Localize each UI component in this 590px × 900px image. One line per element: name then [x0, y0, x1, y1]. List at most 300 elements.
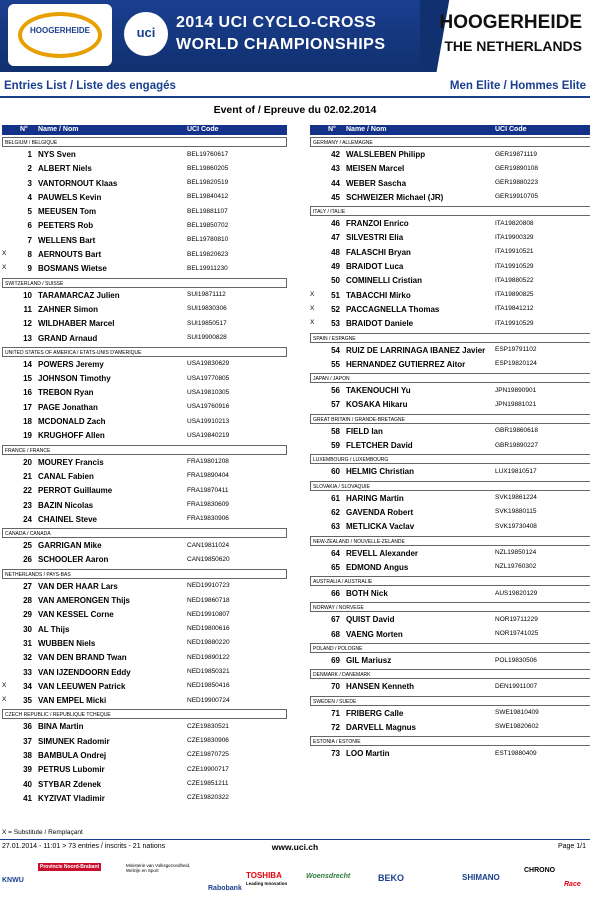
rider-row	[2, 483, 287, 497]
rider-number: 5	[27, 207, 32, 217]
rider-number: 6	[27, 221, 32, 231]
rider-row	[2, 665, 287, 679]
rider-name: RUIZ DE LARRINAGA IBANEZ Javier	[346, 345, 486, 355]
sponsor-woensdrecht: Woensdrecht	[306, 873, 351, 880]
rider-number: 73	[331, 749, 340, 759]
rider-row	[310, 316, 590, 330]
rider-uci-code: BEL19820519	[187, 179, 229, 187]
rider-name: KOSAKA Hikaru	[346, 400, 408, 410]
rider-row	[310, 546, 590, 560]
rider-row	[310, 627, 590, 641]
rider-row	[2, 622, 287, 636]
rider-uci-code: BEL19840412	[187, 193, 229, 201]
rider-uci-code: SVK19880115	[495, 508, 537, 516]
rider-number: 50	[331, 276, 340, 286]
substitute-marker: X	[310, 304, 315, 312]
sponsor-toshiba-tagline: Leading Innovation	[246, 881, 288, 886]
rider-row	[2, 190, 287, 204]
rider-name: METLICKA Vaclav	[346, 522, 415, 532]
rider-uci-code: GER19910705	[495, 193, 539, 201]
rider-uci-code: SUI19850517	[187, 319, 227, 327]
rider-name: TARAMARCAZ Julien	[38, 290, 120, 300]
rider-name: PETRUS Lubomir	[38, 765, 105, 775]
country-header: SLOVAKIA / SLOVAQUIE	[310, 481, 590, 491]
rider-name: WELLENS Bart	[38, 235, 96, 245]
rider-row	[2, 748, 287, 762]
rider-uci-code: JPN19881021	[495, 400, 537, 408]
rider-number: 54	[331, 345, 340, 355]
rider-number: 31	[23, 638, 32, 648]
rider-row	[310, 505, 590, 519]
rider-row	[310, 612, 590, 626]
banner-title-line1: 2014 UCI CYCLO-CROSS	[176, 14, 377, 31]
rider-name: BOTH Nick	[346, 589, 388, 599]
rider-uci-code: USA19760916	[187, 403, 230, 411]
rider-row	[2, 791, 287, 805]
rider-row	[2, 552, 287, 566]
rider-number: 68	[331, 629, 340, 639]
rider-number: 65	[331, 562, 340, 572]
rider-row	[310, 230, 590, 244]
rider-name: WUBBEN Niels	[38, 638, 96, 648]
rider-uci-code: FRA19830906	[187, 515, 229, 523]
rider-name: VAN AMERONGEN Thijs	[38, 596, 131, 606]
rider-name: GIL Mariusz	[346, 656, 392, 666]
rider-row	[310, 245, 590, 259]
rider-row	[2, 469, 287, 483]
rider-uci-code: NED19880220	[187, 639, 230, 647]
rider-number: 61	[331, 493, 340, 503]
rider-uci-code: BEL19911230	[187, 264, 228, 272]
rider-uci-code: USA19770805	[187, 374, 230, 382]
rider-name: GARRIGAN Mike	[38, 541, 102, 551]
substitute-note: X = Substitute / Remplaçant	[2, 829, 83, 836]
country-header: POLAND / POLOGNE	[310, 643, 590, 653]
rider-uci-code: USA19910213	[187, 417, 230, 425]
rider-row	[2, 579, 287, 593]
rider-number: 53	[331, 319, 340, 329]
rider-uci-code: CZE19830521	[187, 722, 229, 730]
rider-row	[310, 216, 590, 230]
rider-number: 34	[23, 681, 32, 691]
substitute-marker: X	[310, 319, 315, 327]
header-code: UCI Code	[495, 126, 527, 133]
rider-row	[2, 762, 287, 776]
rider-uci-code: CZE19830906	[187, 737, 229, 745]
rider-name: TREBON Ryan	[38, 388, 94, 398]
rider-number: 66	[331, 589, 340, 599]
rider-number: 58	[331, 426, 340, 436]
rider-number: 10	[23, 290, 32, 300]
rider-number: 47	[331, 233, 340, 243]
rider-row	[2, 302, 287, 316]
rider-number: 32	[23, 653, 32, 663]
country-header: GREAT BRITAIN / GRANDE-BRETAGNE	[310, 414, 590, 424]
rider-name: MEEUSEN Tom	[38, 207, 97, 217]
rider-uci-code: CZE19870725	[187, 751, 229, 759]
rider-uci-code: ITA19900329	[495, 233, 534, 241]
country-header: CANADA / CANADA	[2, 528, 287, 538]
rider-uci-code: CAN19811024	[187, 541, 230, 549]
sponsor-beko: BEKO	[378, 873, 405, 883]
rider-uci-code: ITA19910521	[495, 248, 534, 256]
event-logo-ring-icon	[18, 12, 102, 58]
rider-name: KYZIVAT Vladimir	[38, 793, 105, 803]
rider-number: 63	[331, 522, 340, 532]
uci-logo-text: uci	[136, 25, 156, 40]
rider-uci-code: CZE19900717	[187, 765, 229, 773]
rider-uci-code: JPN19890901	[495, 386, 537, 394]
rider-number: 23	[23, 500, 32, 510]
rider-number: 35	[23, 696, 32, 706]
rider-row	[2, 204, 287, 218]
rider-name: GAVENDA Robert	[346, 507, 414, 517]
rider-uci-code: SVK19861224	[495, 494, 537, 502]
rider-row	[2, 650, 287, 664]
rider-number: 4	[27, 192, 32, 202]
rider-name: KRUGHOFF Allen	[38, 431, 105, 441]
rider-row	[310, 464, 590, 478]
footer-timestamp: 27.01.2014 - 11:01 > 73 entries / inscrits - 21 nations	[2, 843, 166, 850]
rider-number: 26	[23, 555, 32, 565]
header-number: N°	[20, 126, 28, 133]
rider-name: STYBAR Zdenek	[38, 779, 102, 789]
sponsor-knwu: KNWU	[2, 877, 24, 884]
rider-uci-code: CAN19850620	[187, 555, 230, 563]
rider-uci-code: GER19880223	[495, 179, 539, 187]
sponsor-ministry: Ministerie van Volksgezondheid, Welzijn en Sport	[126, 863, 191, 873]
rider-name: VAN KESSEL Corne	[38, 610, 114, 620]
list-title: Entries List / Liste des engagés	[4, 80, 176, 92]
rider-row	[310, 720, 590, 734]
rider-name: ZAHNER Simon	[38, 304, 98, 314]
rider-row	[310, 560, 590, 574]
country-header: DENMARK / DANEMARK	[310, 669, 590, 679]
rider-uci-code: NZL19760302	[495, 563, 537, 571]
rider-uci-code: DEN19911007	[495, 682, 538, 690]
rider-row	[310, 491, 590, 505]
rider-number: 13	[23, 333, 32, 343]
venue-name: HOOGERHEIDE	[439, 12, 582, 33]
footer-page: Page 1/1	[557, 843, 586, 850]
rider-name: SCHOOLER Aaron	[38, 555, 109, 565]
rider-number: 12	[23, 319, 32, 329]
country-header: ESTONIA / ESTONIE	[310, 736, 590, 746]
venue-block	[420, 0, 590, 72]
rider-number: 67	[331, 615, 340, 625]
rider-row	[2, 331, 287, 345]
rider-name: BOSMANS Wietse	[38, 264, 107, 274]
rider-row	[2, 636, 287, 650]
rider-uci-code: BEL19860205	[187, 164, 229, 172]
rider-name: PACCAGNELLA Thomas	[346, 304, 440, 314]
rider-uci-code: FRA19890404	[187, 472, 229, 480]
rider-number: 2	[27, 164, 32, 174]
banner-stripe	[420, 0, 460, 72]
rider-name: REVELL Alexander	[346, 548, 419, 558]
rider-number: 62	[331, 507, 340, 517]
rider-number: 69	[331, 656, 340, 666]
rider-row	[2, 233, 287, 247]
rider-uci-code: FRA19830609	[187, 501, 229, 509]
rider-name: AL Thijs	[38, 624, 70, 634]
rider-uci-code: ITA19910529	[495, 262, 534, 270]
country-header: GERMANY / ALLEMAGNE	[310, 137, 590, 147]
rider-uci-code: ITA19841212	[495, 305, 534, 313]
rider-uci-code: SVK19730408	[495, 522, 537, 530]
country-header: SWEDEN / SUEDE	[310, 696, 590, 706]
rider-uci-code: USA19830629	[187, 360, 230, 368]
rider-uci-code: GER19871119	[495, 150, 538, 158]
rider-uci-code: POL19830506	[495, 656, 537, 664]
rider-number: 46	[331, 219, 340, 229]
rider-name: BRAIDOT Luca	[346, 262, 404, 272]
rider-uci-code: CZE19820322	[187, 794, 229, 802]
rider-row	[310, 302, 590, 316]
rider-uci-code: GER19890108	[495, 164, 539, 172]
event-date: Event of / Epreuve du 02.02.2014	[213, 104, 377, 116]
rider-row	[2, 428, 287, 442]
rider-number: 36	[23, 722, 32, 732]
rider-number: 52	[331, 304, 340, 314]
rider-number: 51	[331, 290, 340, 300]
rider-row	[310, 706, 590, 720]
rider-row	[2, 161, 287, 175]
rider-name: VAN DER HAAR Lars	[38, 581, 118, 591]
rider-number: 20	[23, 457, 32, 467]
rider-name: NYS Sven	[38, 150, 76, 159]
rider-row	[2, 176, 287, 190]
rider-name: HANSEN Kenneth	[346, 682, 415, 692]
rider-row	[2, 734, 287, 748]
rider-row	[2, 357, 287, 371]
rider-row	[2, 455, 287, 469]
rider-name: BAZIN Nicolas	[38, 500, 94, 510]
rider-number: 59	[331, 441, 340, 451]
rider-row	[2, 371, 287, 385]
rider-uci-code: USA19840219	[187, 431, 230, 439]
rider-name: LOO Martin	[346, 749, 390, 759]
category-title: Men Elite / Hommes Elite	[449, 80, 586, 92]
rider-uci-code: GBR19860618	[495, 427, 539, 435]
rider-name: SILVESTRI Elia	[346, 233, 404, 243]
rider-name: HELMIG Christian	[346, 467, 415, 477]
rider-uci-code: NED19900724	[187, 696, 230, 704]
rider-name: MEISEN Marcel	[346, 164, 405, 174]
country-header: NETHERLANDS / PAYS-BAS	[2, 569, 287, 579]
rider-name: TAKENOUCHI Yu	[346, 386, 411, 396]
rider-uci-code: NOR19741025	[495, 630, 539, 638]
rider-name: WEBER Sascha	[346, 178, 407, 188]
substitute-marker: X	[2, 681, 7, 689]
rider-uci-code: ITA19880522	[495, 276, 534, 284]
rider-name: BAMBULA Ondrej	[38, 750, 107, 760]
rider-row	[2, 400, 287, 414]
table-header	[310, 125, 590, 135]
rider-uci-code: NZL19850124	[495, 549, 537, 557]
rider-number: 37	[23, 736, 32, 746]
country-header: ITALY / ITALIE	[310, 206, 590, 216]
rider-name: SIMUNEK Radomir	[38, 736, 110, 746]
rider-name: CHAINEL Steve	[38, 514, 97, 524]
substitute-marker: X	[2, 696, 7, 704]
rider-row	[310, 273, 590, 287]
rider-number: 3	[27, 178, 32, 188]
rider-uci-code: NED19800616	[187, 625, 230, 633]
rider-row	[2, 414, 287, 428]
rider-uci-code: BEL19850702	[187, 221, 229, 229]
rider-number: 16	[23, 388, 32, 398]
rider-name: TABACCHI Mirko	[346, 290, 411, 300]
sponsor-rabobank: Rabobank	[208, 885, 242, 892]
rider-name: FIELD Ian	[346, 426, 383, 436]
rider-name: MCDONALD Zach	[38, 417, 106, 427]
rider-name: VAN IJZENDOORN Eddy	[38, 667, 131, 677]
header-banner	[0, 0, 590, 72]
rider-row	[310, 397, 590, 411]
rider-row	[310, 519, 590, 533]
rider-name: CANAL Fabien	[38, 471, 94, 481]
rider-name: VAN LEEUWEN Patrick	[38, 681, 126, 691]
subheader	[0, 80, 590, 96]
banner-title-line2: WORLD CHAMPIONSHIPS	[176, 36, 386, 53]
rider-row	[310, 586, 590, 600]
rider-uci-code: USA19810305	[187, 388, 230, 396]
rider-number: 72	[331, 722, 340, 732]
rider-name: VAN DEN BRAND Twan	[38, 653, 127, 663]
rider-row	[310, 147, 590, 161]
rider-row	[2, 679, 287, 693]
rider-number: 29	[23, 610, 32, 620]
rider-uci-code: NED19860718	[187, 596, 230, 604]
rider-name: EDMOND Angus	[346, 562, 409, 572]
rider-number: 39	[23, 765, 32, 775]
rider-uci-code: FRA19801208	[187, 458, 229, 466]
rider-uci-code: BEL19760617	[187, 150, 229, 158]
rider-number: 43	[331, 164, 340, 174]
rider-name: PAUWELS Kevin	[38, 192, 102, 202]
rider-uci-code: AUS19820129	[495, 589, 538, 597]
rider-uci-code: NED19890122	[187, 653, 230, 661]
rider-row	[2, 385, 287, 399]
rider-number: 24	[23, 514, 32, 524]
rider-uci-code: SUI19900828	[187, 334, 227, 342]
rider-number: 21	[23, 471, 32, 481]
rider-row	[2, 538, 287, 552]
rider-name: VAN EMPEL Micki	[38, 696, 107, 706]
rider-row	[310, 424, 590, 438]
sponsor-brabant: Provincie Noord-Brabant	[40, 864, 100, 870]
header-number: N°	[328, 126, 336, 133]
rider-number: 14	[23, 359, 32, 369]
rider-uci-code: NED19850416	[187, 682, 230, 690]
rider-name: COMINELLI Cristian	[346, 276, 423, 286]
rider-uci-code: EST19880409	[495, 749, 537, 757]
rider-number: 33	[23, 667, 32, 677]
sponsor-bar	[0, 855, 590, 900]
table-header	[2, 125, 287, 135]
rider-uci-code: BEL19881107	[187, 207, 228, 215]
rider-name: BINA Martin	[38, 722, 84, 732]
rider-row	[310, 343, 590, 357]
rider-name: FALASCHI Bryan	[346, 247, 411, 257]
rider-row	[310, 190, 590, 204]
footer-website-link[interactable]: www.uci.ch	[271, 842, 319, 852]
rider-uci-code: SUI19871112	[187, 291, 226, 299]
rider-name: FRANZOI Enrico	[346, 219, 409, 229]
rider-name: DARVELL Magnus	[346, 722, 416, 732]
rider-row	[2, 316, 287, 330]
rider-uci-code: SWE19820602	[495, 723, 539, 731]
rider-number: 8	[27, 250, 32, 260]
rider-number: 19	[23, 431, 32, 441]
rider-row	[2, 218, 287, 232]
header-name: Name / Nom	[346, 126, 387, 133]
rider-name: HERNANDEZ GUTIERREZ Aitor	[346, 359, 466, 369]
rider-uci-code: FRA19870411	[187, 486, 229, 494]
rider-row	[2, 288, 287, 302]
rider-uci-code: NED19910723	[187, 582, 230, 590]
rider-row	[310, 161, 590, 175]
entries-column-left	[2, 125, 287, 805]
rider-number: 55	[331, 359, 340, 369]
rider-uci-code: BEL19820623	[187, 250, 229, 258]
rider-row	[2, 498, 287, 512]
rider-row	[310, 288, 590, 302]
rider-number: 56	[331, 386, 340, 396]
country-header: SWITZERLAND / SUISSE	[2, 278, 287, 288]
rider-row	[310, 746, 590, 760]
rider-number: 22	[23, 486, 32, 496]
rider-number: 30	[23, 624, 32, 634]
rider-number: 7	[27, 235, 32, 245]
rider-name: MOUREY Francis	[38, 457, 104, 467]
rider-uci-code: NOR19711229	[495, 615, 538, 623]
rider-name: POWERS Jeremy	[38, 359, 104, 369]
country-header: NORWAY / NORVEGE	[310, 602, 590, 612]
rider-row	[2, 777, 287, 791]
rider-number: 25	[23, 541, 32, 551]
country-header: AUSTRALIA / AUSTRALIE	[310, 576, 590, 586]
rider-row	[2, 261, 287, 275]
country-header: BELGIUM / BELGIQUE	[2, 137, 287, 147]
rider-uci-code: ITA19820808	[495, 219, 534, 227]
rider-number: 17	[23, 402, 32, 412]
sponsor-shimano: SHIMANO	[462, 873, 500, 882]
rider-name: SCHWEIZER Michael (JR)	[346, 192, 444, 202]
rider-name: VANTORNOUT Klaas	[38, 178, 118, 188]
rider-row	[2, 593, 287, 607]
rider-name: HARING Martin	[346, 493, 404, 503]
rider-row	[310, 357, 590, 371]
rider-uci-code: BEL19780810	[187, 236, 229, 244]
rider-row	[2, 147, 287, 161]
rider-number: 44	[331, 178, 340, 188]
rider-number: 18	[23, 417, 32, 427]
rider-uci-code: ESP19791102	[495, 346, 537, 354]
country-header: CZECH REPUBLIC / REPUBLIQUE TCHEQUE	[2, 709, 287, 719]
rider-number: 42	[331, 150, 340, 159]
rider-uci-code: LUX19810517	[495, 467, 537, 475]
rider-row	[310, 653, 590, 667]
rider-number: 40	[23, 779, 32, 789]
country-header: SPAIN / ESPAGNE	[310, 333, 590, 343]
rider-number: 71	[331, 708, 340, 718]
country-header: FRANCE / FRANCE	[2, 445, 287, 455]
entries-column-right	[310, 125, 590, 761]
rider-name: GRAND Arnaud	[38, 333, 98, 343]
rider-row	[2, 512, 287, 526]
